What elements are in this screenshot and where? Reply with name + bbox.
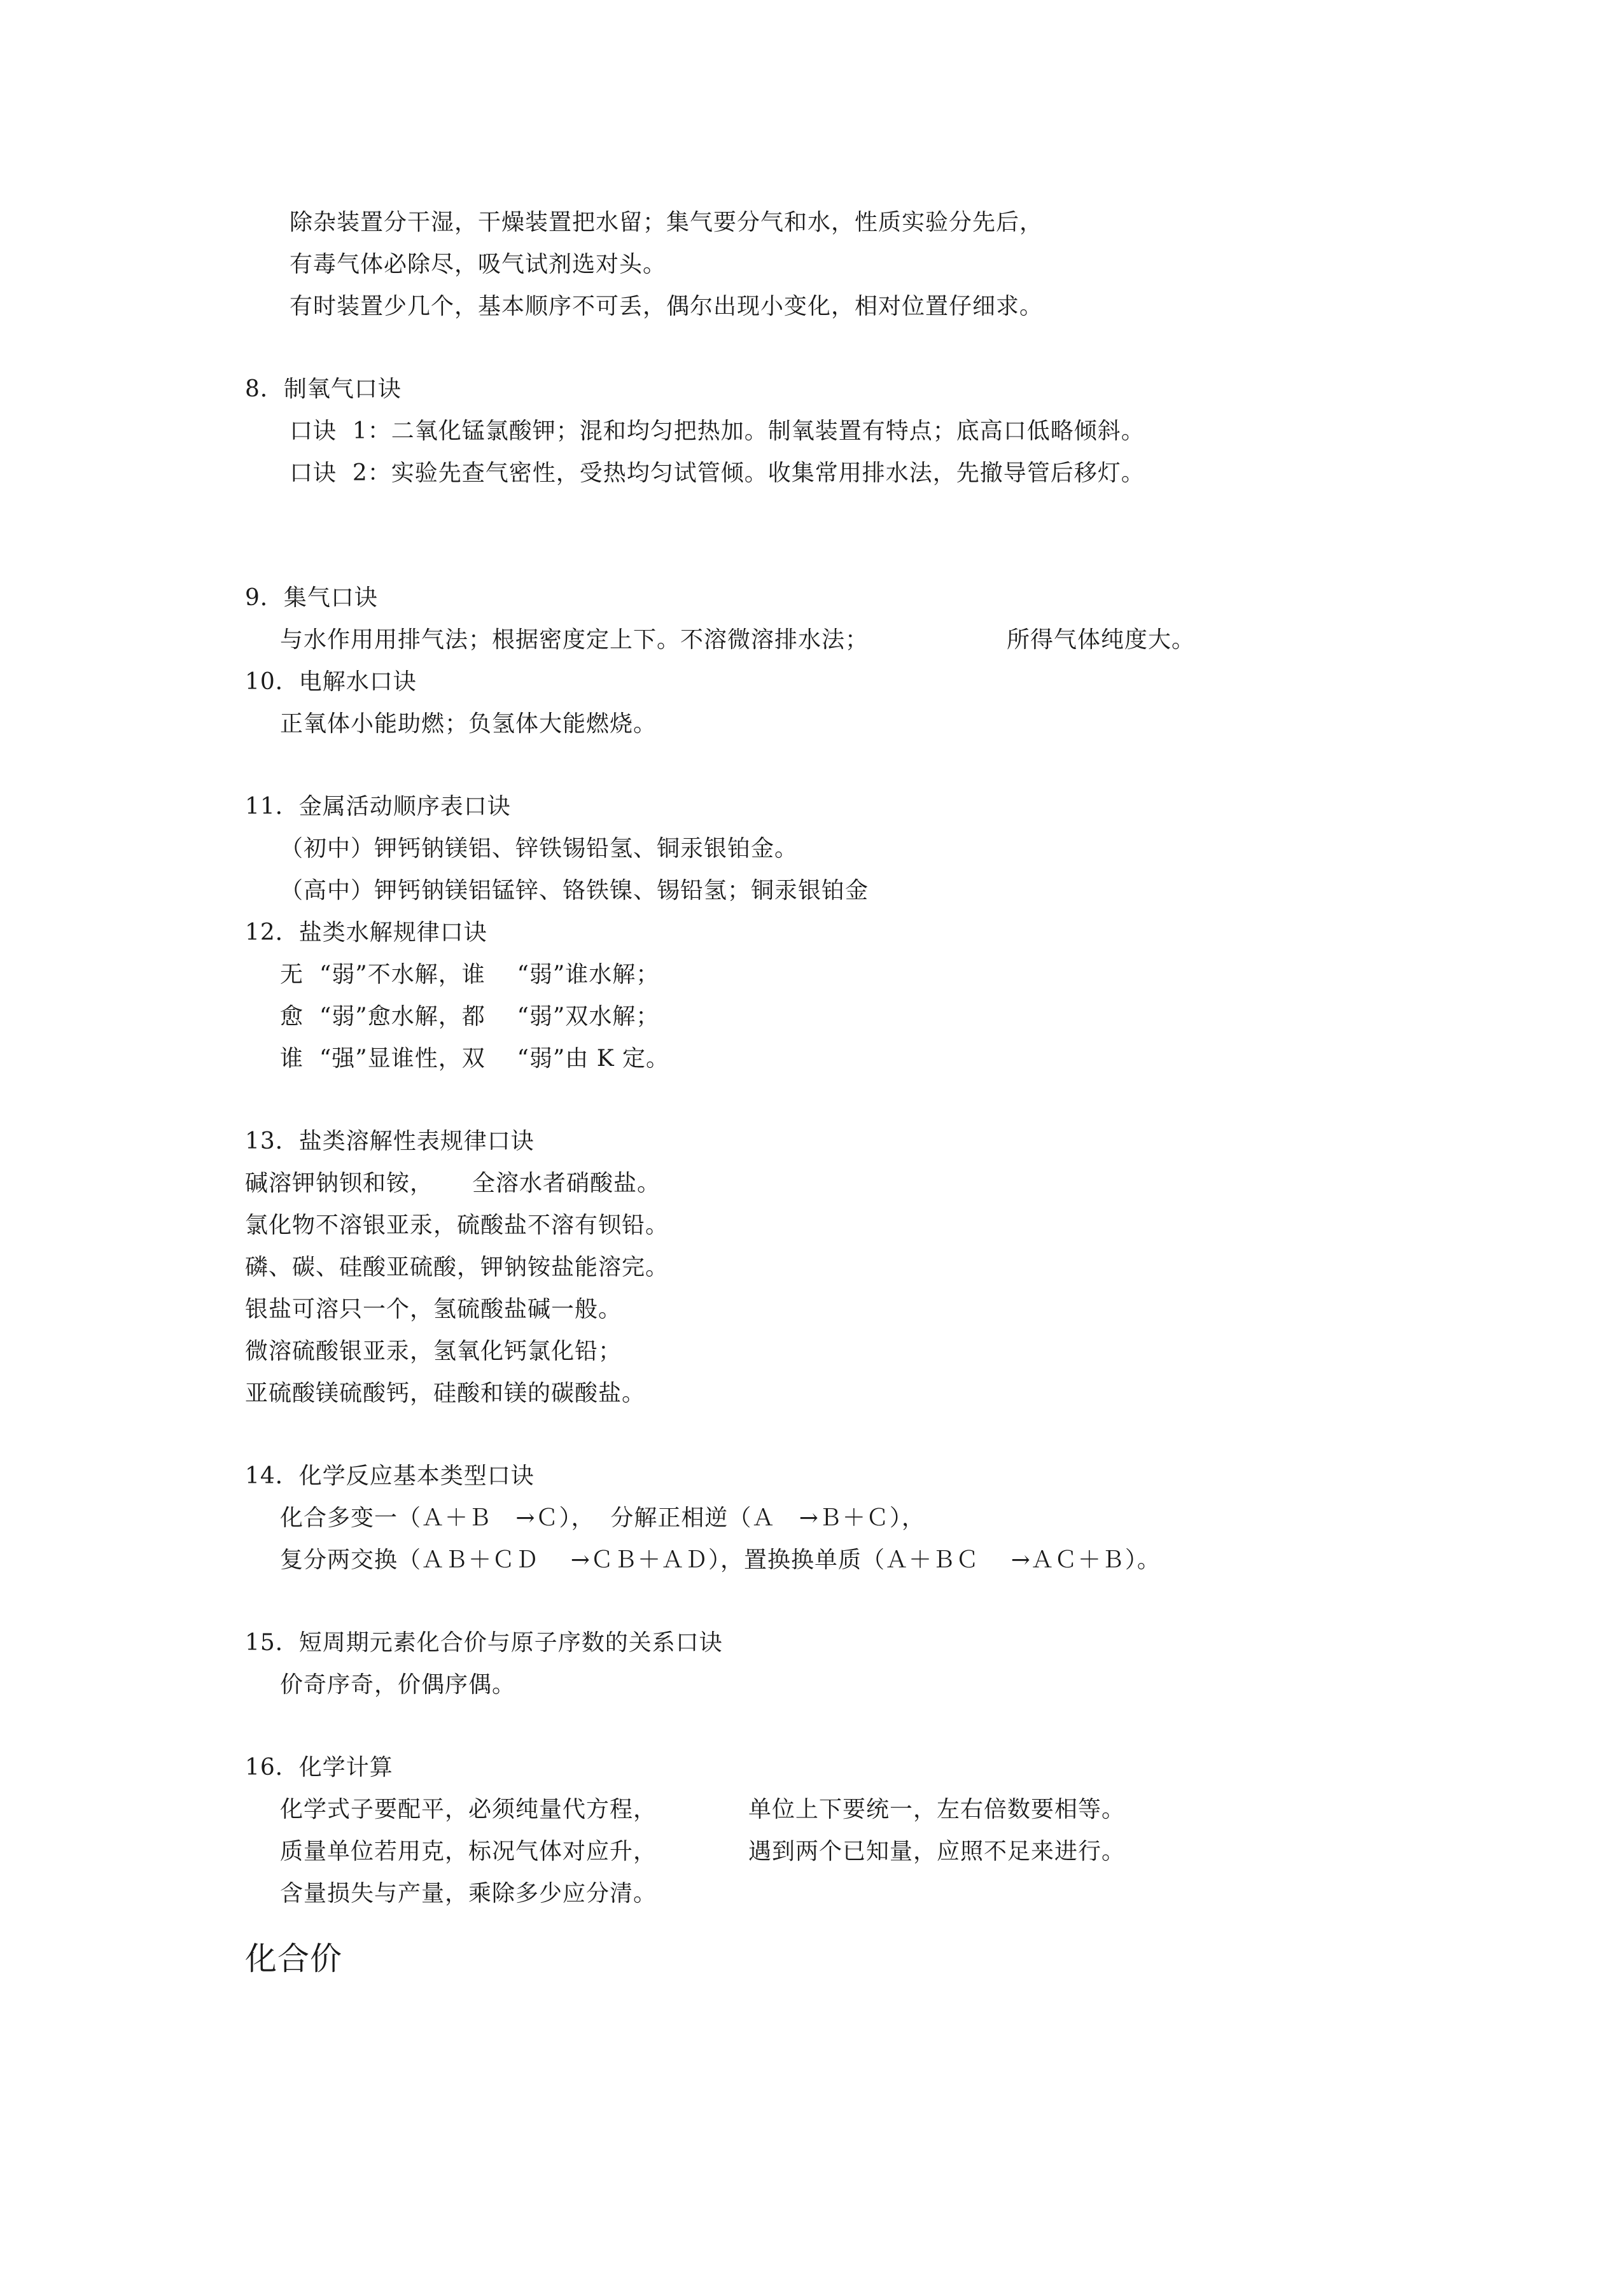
section-heading: 14．化学反应基本类型口诀	[245, 1463, 535, 1489]
body-line: 化学式子要配平，必须纯量代方程，	[280, 1796, 657, 1823]
body-line: 愈 “弱”愈水解，都 “弱”双水解；	[280, 1004, 660, 1030]
intro-line: 有毒气体必除尽，吸气试剂选对头。	[290, 251, 667, 277]
body-line: 复分两交换（ＡＢ＋ＣＤ →ＣＢ＋ＡＤ），置换换单质（Ａ＋ＢＣ →ＡＣ＋Ｂ）。	[280, 1547, 1161, 1573]
body-line: 价奇序奇，价偶序偶。	[280, 1672, 516, 1698]
section-heading: 12．盐类水解规律口诀	[245, 920, 487, 946]
body-line: 银盐可溶只一个，氢硫酸盐碱一般。	[245, 1296, 622, 1322]
section-heading: 11．金属活动顺序表口诀	[245, 794, 511, 820]
section-heading: 9．集气口诀	[245, 585, 378, 611]
section-heading: 8．制氧气口诀	[245, 376, 402, 402]
body-line: 亚硫酸镁硫酸钙，硅酸和镁的碳酸盐。	[245, 1380, 646, 1406]
section-heading: 16．化学计算	[245, 1754, 393, 1781]
body-line: 所得气体纯度大。	[1007, 627, 1196, 653]
body-line: 微溶硫酸银亚汞，氢氧化钙氯化铅；	[245, 1338, 622, 1364]
section-heading: 13．盐类溶解性表规律口诀	[245, 1128, 535, 1154]
intro-line: 除杂装置分干湿，干燥装置把水留；集气要分气和水，性质实验分先后，	[290, 209, 1044, 235]
body-line: 正氧体小能助燃；负氢体大能燃烧。	[280, 711, 657, 737]
body-line: 与水作用用排气法；根据密度定上下。不溶微溶排水法；	[280, 627, 869, 653]
body-line: 全溶水者硝酸盐。	[472, 1170, 661, 1196]
body-line: 磷、碳、硅酸亚硫酸，钾钠铵盐能溶完。	[245, 1254, 669, 1280]
body-line: 谁 “强”显谁性，双 “弱”由 K 定。	[280, 1046, 670, 1072]
body-line: 碱溶钾钠钡和铵，	[245, 1170, 434, 1196]
intro-line: 有时装置少几个，基本顺序不可丢，偶尔出现小变化，相对位置仔细求。	[290, 293, 1044, 319]
body-line: （初中）钾钙钠镁铝、锌铁锡铅氢、铜汞银铂金。	[280, 836, 799, 862]
section-heading: 10．电解水口诀	[245, 669, 417, 695]
body-line: 口诀 1：二氧化锰氯酸钾；混和均匀把热加。制氧装置有特点；底高口低略倾斜。	[290, 418, 1145, 444]
body-line: 化合多变一（Ａ＋Ｂ →Ｃ）， 分解正相逆（Ａ →Ｂ＋Ｃ），	[280, 1505, 925, 1531]
page-heading: 化合价	[245, 1940, 342, 1977]
body-line: 氯化物不溶银亚汞，硫酸盐不溶有钡铅。	[245, 1212, 669, 1238]
body-line: （高中）钾钙钠镁铝锰锌、铬铁镍、锡铅氢；铜汞银铂金	[280, 878, 869, 904]
body-line: 口诀 2：实验先查气密性，受热均匀试管倾。收集常用排水法，先撤导管后移灯。	[290, 460, 1145, 486]
body-line: 遇到两个已知量，应照不足来进行。	[748, 1838, 1126, 1865]
body-line: 无 “弱”不水解，谁 “弱”谁水解；	[280, 962, 660, 988]
section-heading: 15．短周期元素化合价与原子序数的关系口诀	[245, 1630, 723, 1656]
body-line: 单位上下要统一，左右倍数要相等。	[748, 1796, 1126, 1823]
body-line: 含量损失与产量，乘除多少应分清。	[280, 1880, 657, 1907]
body-line: 质量单位若用克，标况气体对应升，	[280, 1838, 657, 1865]
